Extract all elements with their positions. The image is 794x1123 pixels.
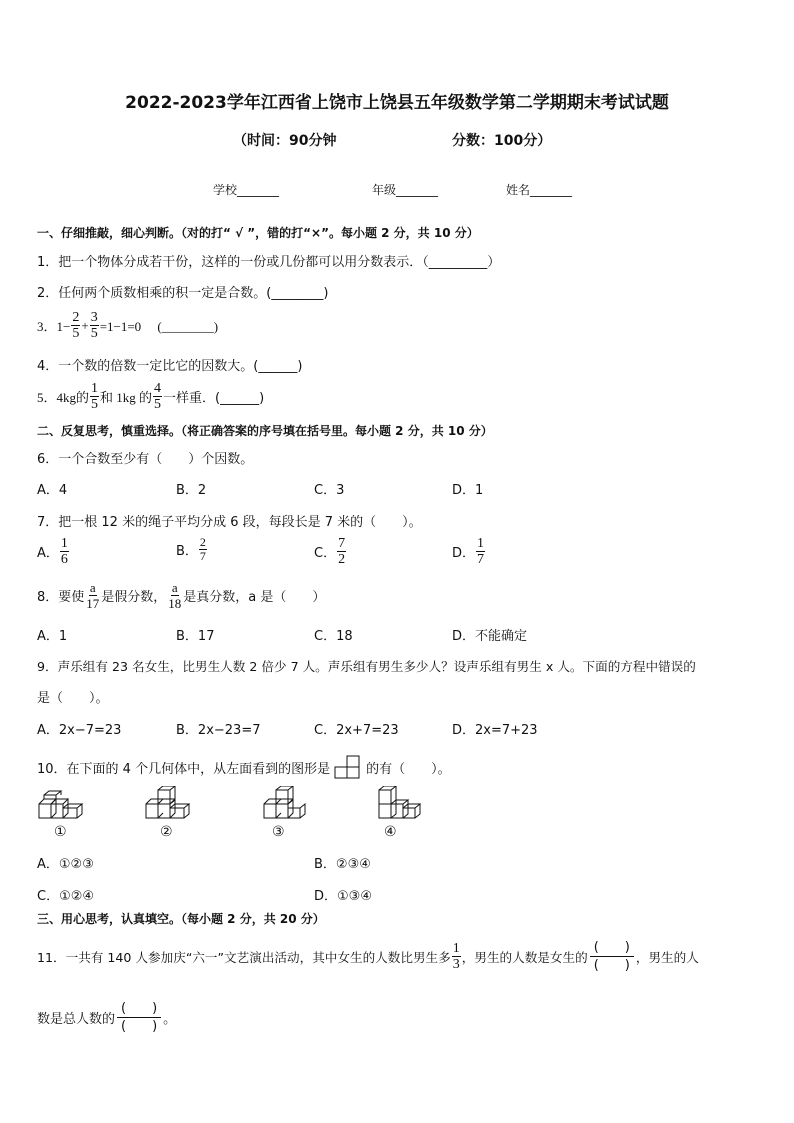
q3-fraction-b: [90, 310, 99, 341]
question-10: [37, 755, 451, 779]
q5-b-num: 4: [154, 381, 162, 396]
q7-option-c: [314, 536, 347, 567]
question-3: [37, 310, 218, 341]
q11-part2: ，男生的人数是女生的: [461, 950, 588, 965]
q11-f-num: 1: [452, 941, 460, 956]
q5-b-den: 5: [154, 397, 162, 412]
q10-option-a: A．①②③: [37, 857, 94, 872]
q11-blank-num: ( ): [590, 939, 634, 957]
q3-suffix: =1−1=0 (________): [99, 319, 219, 334]
solid-figure-2: [144, 786, 194, 822]
section1-heading: 一、仔细推敲，细心判断。（对的打“ √ ”，错的打“×”。每小题 2 分，共 10 分）: [37, 226, 479, 240]
q11-blank-den: ( ): [593, 958, 630, 973]
question-1: 1．把一个物体分成若干份，这样的一份或几份都可以用分数表示．（_________）: [37, 255, 501, 270]
page-title: 2022-2023学年江西省上饶市上饶县五年级数学第二学期期末考试试题: [125, 93, 669, 113]
q7-b-fraction: [199, 536, 207, 563]
q11-fraction: [452, 941, 461, 972]
exam-time: （时间：90分钟: [233, 133, 337, 149]
q5-prefix: 5．4kg的: [37, 390, 90, 405]
q3-b-num: 3: [90, 310, 98, 325]
q7-a-fraction: [60, 536, 69, 567]
q11-part1: 11．一共有 140 人参加庆“六一”文艺演出活动，其中女生的人数比男生多: [37, 950, 451, 965]
question-9-line2: 是（ ）。: [37, 691, 109, 706]
q7-b-num: 2: [199, 535, 206, 549]
q6-option-b: B．2: [176, 483, 207, 498]
q8-fraction-a: [85, 580, 100, 611]
q7-option-b: [176, 536, 208, 563]
q8-option-d: D．不能确定: [452, 629, 528, 644]
q7-a-label: A．: [37, 546, 59, 561]
section3-heading: 三、用心思考，认真填空。（每小题 2 分，共 20 分）: [37, 912, 325, 926]
q11-blank2-den: ( ): [121, 1019, 158, 1034]
grade-field: 年级_______: [372, 183, 439, 197]
question-11-line2: [37, 1000, 176, 1035]
section2-heading: 二、反复思考，慎重选择。（将正确答案的序号填在括号里。每小题 2 分，共 10 分）: [37, 424, 493, 438]
q3-prefix: 3．1−: [37, 319, 71, 334]
q11-blank-fraction-2: [117, 1000, 161, 1035]
figure-label-4: ④: [384, 824, 397, 840]
question-11-line1: [37, 939, 699, 974]
question-4: 4．一个数的倍数一定比它的因数大。(______): [37, 359, 303, 374]
q8-b-den: 18: [168, 596, 182, 611]
solid-figure-1: [37, 790, 85, 822]
q3-plus: +: [81, 317, 89, 333]
exam-score: 分数：100分）: [452, 133, 552, 149]
question-5: [37, 381, 264, 412]
q7-d-fraction: [476, 536, 485, 567]
q9-option-b: B．2x−23=7: [176, 723, 261, 738]
q10-option-b: B．②③④: [314, 857, 371, 872]
q10-option-d: D．①③④: [314, 889, 372, 904]
q7-option-d: [452, 536, 486, 567]
q7-option-a: [37, 536, 70, 567]
figure-label-2: ②: [160, 824, 173, 840]
q8-fraction-b: [167, 580, 182, 611]
question-8: [37, 580, 325, 611]
q7-c-num: 7: [338, 536, 346, 551]
q8-option-b: B．17: [176, 629, 215, 644]
q5-a-den: 5: [91, 397, 99, 412]
q3-a-num: 2: [72, 310, 80, 325]
q7-a-num: 1: [60, 536, 68, 551]
q10-option-c: C．①②④: [37, 889, 95, 904]
q5-fraction-b: [153, 381, 162, 412]
school-field: 学校_______: [213, 183, 280, 197]
name-field: 姓名_______: [506, 183, 573, 197]
q7-d-label: D．: [452, 546, 476, 561]
q5-fraction-a: [90, 381, 99, 412]
q8-a-den: 17: [86, 596, 100, 611]
figure-label-1: ①: [54, 824, 67, 840]
q8-option-c: C．18: [314, 629, 353, 644]
q10-suffix: 的有（ ）。: [366, 761, 451, 777]
q7-b-label: B．: [176, 544, 198, 559]
q8-prefix: 8．要使: [37, 590, 85, 605]
q6-option-d: D．1: [452, 483, 484, 498]
q5-a-num: 1: [91, 381, 99, 396]
question-2: 2．任何两个质数相乘的积一定是合数。(________): [37, 286, 329, 301]
q5-mid: 和 1kg 的: [100, 390, 153, 405]
q11-blank2-num: ( ): [117, 1000, 161, 1018]
q8-suffix: 是真分数，a 是（ ）: [183, 590, 326, 605]
q9-option-a: A．2x−7=23: [37, 723, 122, 738]
q7-c-fraction: [337, 536, 346, 567]
q8-option-a: A．1: [37, 629, 68, 644]
q3-b-den: 5: [90, 326, 98, 341]
left-view-icon: [334, 755, 362, 779]
q5-suffix: 一样重．(______): [163, 391, 265, 406]
q10-prefix: 10．在下面的 4 个几何体中，从左面看到的图形是: [37, 761, 331, 777]
q7-d-num: 1: [477, 536, 485, 551]
q3-fraction-a: [71, 310, 80, 341]
question-6: 6．一个合数至少有（ ）个因数。: [37, 452, 254, 467]
q6-option-a: A．4: [37, 483, 68, 498]
question-7: 7．把一根 12 米的绳子平均分成 6 段，每段长是 7 米的（ ）。: [37, 515, 422, 530]
q11-part3: ，男生的人: [635, 950, 699, 965]
q8-a-num: a: [89, 580, 96, 595]
q8-b-num: a: [171, 580, 178, 595]
q11-f-den: 3: [452, 957, 460, 972]
q6-option-c: C．3: [314, 483, 345, 498]
q11-line2-suffix: 。: [163, 1012, 177, 1027]
q7-c-label: C．: [314, 546, 337, 561]
q7-c-den: 2: [338, 552, 346, 567]
q7-b-den: 7: [199, 549, 206, 563]
q9-option-c: C．2x+7=23: [314, 723, 399, 738]
figure-label-3: ③: [272, 824, 285, 840]
q9-option-d: D．2x=7+23: [452, 723, 538, 738]
question-9-line1: 9．声乐组有 23 名女生，比男生人数 2 倍少 7 人。声乐组有男生多少人？设声乐组有男生 x 人。下面的方程中错误的: [37, 659, 696, 674]
q7-a-den: 6: [60, 552, 68, 567]
q7-d-den: 7: [477, 552, 485, 567]
solid-figure-4: [377, 786, 423, 822]
q11-line2-prefix: 数是总人数的: [37, 1012, 116, 1027]
q11-blank-fraction-1: [590, 939, 634, 974]
q3-a-den: 5: [72, 326, 80, 341]
solid-figure-3: [262, 786, 308, 822]
q8-mid: 是假分数，: [101, 590, 167, 605]
